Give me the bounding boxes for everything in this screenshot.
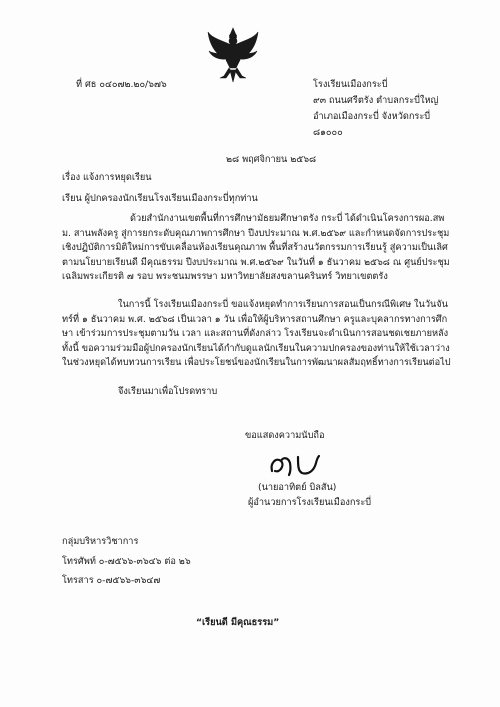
sender-address-line2: อำเภอเมืองกระบี่ จังหวัดกระบี่	[313, 111, 431, 122]
signer-name: (นายอาทิตย์ บิลสัน)	[258, 482, 337, 493]
sender-address-line1: ๙๓ ถนนศรีตรัง ตำบลกระบี่ใหญ่	[313, 95, 439, 106]
garuda-emblem-icon	[206, 26, 260, 84]
handwritten-signature	[268, 453, 326, 479]
subject-line: เรื่อง แจ้งการหยุดเรียน	[62, 172, 152, 183]
document-number: ที่ ศธ ๐๔๐๗๒.๒๐/๖๗๖	[76, 79, 167, 90]
body-paragraph-2: ในการนี้ โรงเรียนเมืองกระบี่ ขอแจ้งหยุดทำการเรียนการสอนเป็นกรณีพิเศษ ในวันจันทร์ที่ ๑ ธันวาคม พ.ศ. ๒๕๖๘ เป็นเวลา ๑ วัน เพื่อให้ผู้บริหารสถานศึกษา ครูและบุคลากรทางการศึกษา เข้าร่วมการประชุมตามวัน เวลา และสถานที่ดังกล่าว โรงเรียนจะดำเนินการสอนชดเชยภายหลังทั้งนี้ ขอความร่วมมือผู้ปกครองนักเรียนได้กำกับดูแลนักเรียนในความปกครองของท่านให้ใช้เวลาว่างในช่วงหยุดได้ทบทวนการเรียน เพื่อประโยชน์ของนักเรียนในการพัฒนาผลสัมฤทธิ์ทางการเรียนต่อไป	[62, 299, 451, 368]
recipient-line: เรียน ผู้ปกครองนักเรียนโรงเรียนเมืองกระบี่ทุกท่าน	[62, 193, 258, 204]
body-paragraph-1: ด้วยสำนักงานเขตพื้นที่การศึกษามัธยมศึกษาตรัง กระบี่ ได้ดำเนินโครงการผอ.สพม. สานพลังครู สู่การยกระดับคุณภาพการศึกษา ปีงบประมาณ พ.ศ.๒๕๖๙ และกำหนดจัดการประชุมเชิงปฏิบัติการมิติใหม่การขับเคลื่อนห้องเรียนคุณภาพ พื้นที่สร้างนวัตกรรมการเรียนรู้ สู่ความเป็นเลิศ ตามนโยบายเรียนดี มีคุณธรรม ปีงบประมาณ พ.ศ.๒๕๖๙ ในวันที่ ๑ ธันวาคม ๒๕๖๘ ณ ศูนย์ประชุมเฉลิมพระเกียรติ ๗ รอบ พระชนมพรรษา มหาวิทยาลัยสงขลานครินทร์ วิทยาเขตตรัง	[62, 213, 450, 282]
document-date: ๒๘ พฤศจิกายน ๒๕๖๘	[226, 154, 317, 165]
closing-request: จึงเรียนมาเพื่อโปรดทราบ	[118, 386, 218, 397]
fax-number: โทรสาร ๐-๗๕๖๖-๓๖๔๗	[62, 575, 161, 586]
signer-title: ผู้อำนวยการโรงเรียนเมืองกระบี่	[248, 497, 372, 508]
sender-postal-code: ๘๑๐๐๐	[313, 127, 343, 138]
school-motto: “เรียนดี มีคุณธรรม”	[196, 617, 280, 628]
closing-salutation: ขอแสดงความนับถือ	[245, 430, 325, 441]
department: กลุ่มบริหารวิชาการ	[62, 536, 139, 547]
sender-name: โรงเรียนเมืองกระบี่	[313, 79, 388, 90]
phone-number: โทรศัพท์ ๐-๗๕๖๖-๓๖๔๖ ต่อ ๒๖	[62, 556, 191, 567]
